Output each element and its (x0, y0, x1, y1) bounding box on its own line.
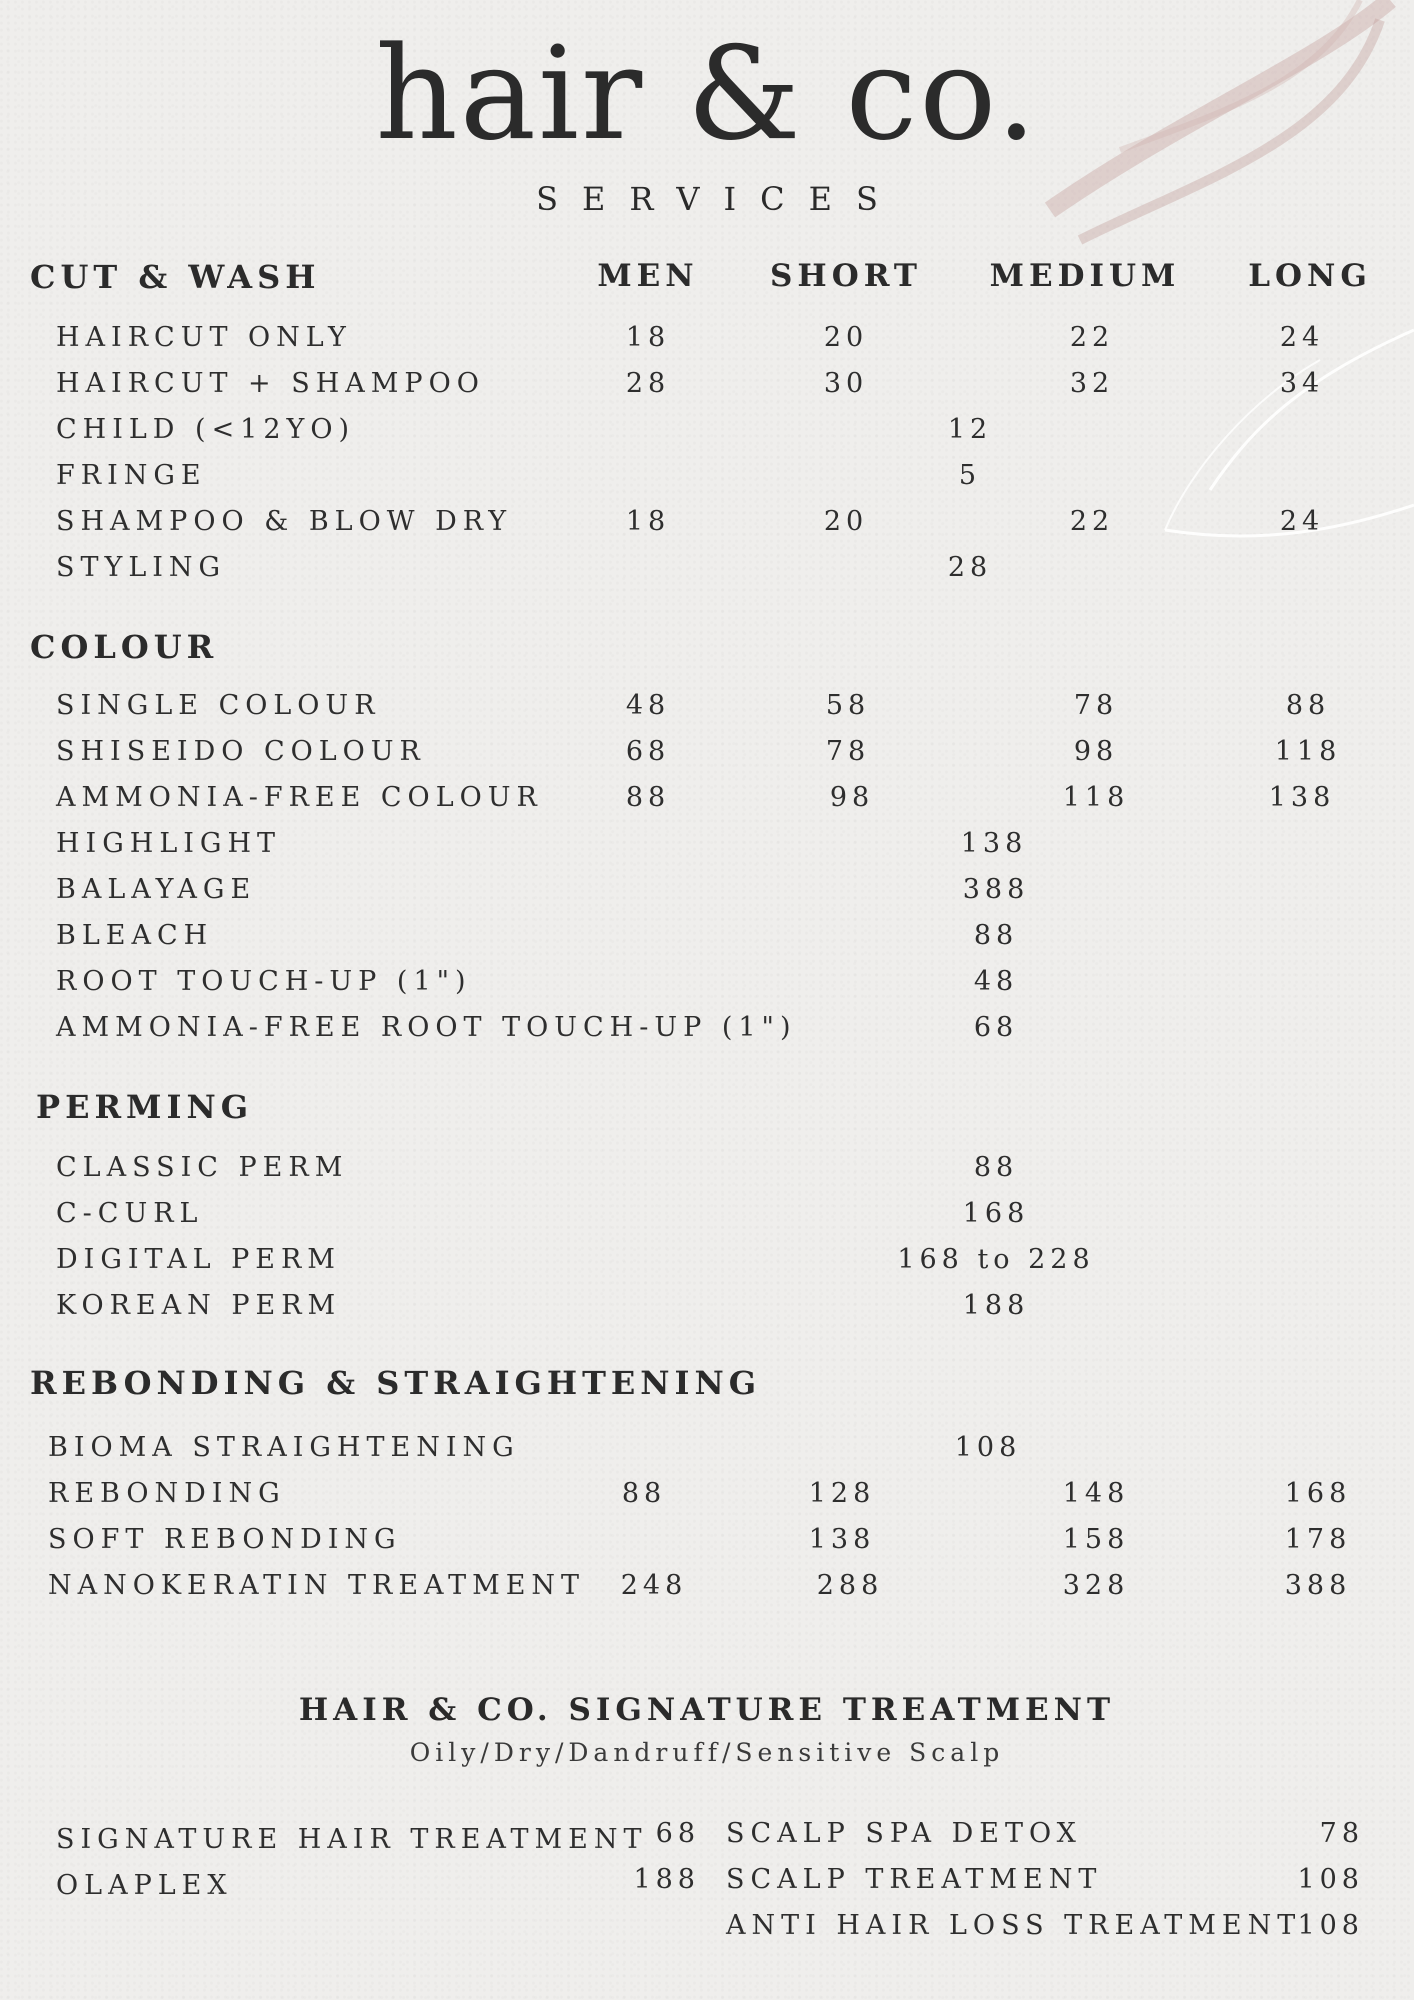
service-name: SOFT REBONDING (48, 1524, 402, 1555)
section-title-cut-wash: CUT & WASH (30, 258, 321, 296)
price-medium: 118 (1062, 782, 1130, 813)
service-name: DIGITAL PERM (56, 1244, 341, 1275)
price-long: 88 (1285, 690, 1331, 721)
price-long: 118 (1274, 736, 1342, 767)
price-men: 68 (625, 736, 671, 767)
signature-item-price: 68 (655, 1818, 700, 1849)
section-title-colour: COLOUR (30, 628, 219, 666)
price-short: 288 (816, 1570, 884, 1601)
service-name: C-CURL (56, 1198, 204, 1229)
price-men: 248 (620, 1570, 688, 1601)
price-men: 48 (625, 690, 671, 721)
service-name: CLASSIC PERM (56, 1152, 349, 1183)
price-short: 20 (823, 322, 869, 353)
signature-item-price: 108 (1297, 1864, 1364, 1895)
price-single: 188 (962, 1290, 1030, 1321)
price-single: 388 (962, 874, 1030, 905)
column-header-men: MEN (597, 258, 699, 294)
price-long: 138 (1268, 782, 1336, 813)
service-name: STYLING (56, 552, 227, 583)
signature-item-name: SCALP SPA DETOX (726, 1818, 1082, 1849)
service-name: SINGLE COLOUR (56, 690, 381, 721)
service-name: NANOKERATIN TREATMENT (48, 1570, 586, 1601)
section-title-rebonding: REBONDING & STRAIGHTENING (30, 1364, 762, 1402)
price-short: 30 (823, 368, 869, 399)
price-long: 178 (1284, 1524, 1352, 1555)
price-single: 168 to 228 (897, 1244, 1095, 1275)
signature-item-name: ANTI HAIR LOSS TREATMENT (726, 1910, 1302, 1941)
price-short: 128 (808, 1478, 876, 1509)
service-name: BALAYAGE (56, 874, 257, 905)
price-single: 68 (973, 1012, 1019, 1043)
price-medium: 22 (1069, 506, 1115, 537)
service-name: BIOMA STRAIGHTENING (48, 1432, 520, 1463)
price-medium: 32 (1069, 368, 1115, 399)
price-medium: 158 (1062, 1524, 1130, 1555)
price-single: 138 (960, 828, 1028, 859)
signature-item-name: OLAPLEX (56, 1870, 233, 1901)
price-medium: 22 (1069, 322, 1115, 353)
service-name: HAIRCUT ONLY (56, 322, 352, 353)
price-single: 88 (973, 920, 1019, 951)
price-long: 34 (1279, 368, 1325, 399)
service-name: ROOT TOUCH-UP (1") (56, 966, 472, 997)
price-long: 24 (1279, 506, 1325, 537)
service-name: HIGHLIGHT (56, 828, 282, 859)
column-header-medium: MEDIUM (989, 258, 1181, 294)
price-long: 388 (1284, 1570, 1352, 1601)
price-short: 138 (808, 1524, 876, 1555)
signature-item-price: 108 (1297, 1910, 1364, 1941)
price-single: 88 (973, 1152, 1019, 1183)
price-single: 108 (954, 1432, 1022, 1463)
service-name: SHISEIDO COLOUR (56, 736, 426, 767)
price-single: 12 (947, 414, 993, 445)
signature-item-price: 188 (633, 1864, 700, 1895)
price-medium: 328 (1062, 1570, 1130, 1601)
price-single: 5 (958, 460, 982, 491)
price-men: 18 (625, 322, 671, 353)
service-name: SHAMPOO & BLOW DRY (56, 506, 513, 537)
price-medium: 148 (1062, 1478, 1130, 1509)
service-name: CHILD (<12YO) (56, 414, 356, 445)
signature-item-name: SIGNATURE HAIR TREATMENT (56, 1824, 648, 1855)
price-single: 168 (962, 1198, 1030, 1229)
price-single: 48 (973, 966, 1019, 997)
signature-item-name: SCALP TREATMENT (726, 1864, 1103, 1895)
price-single: 28 (947, 552, 993, 583)
brand-title: hair & co. (375, 20, 1039, 169)
service-name: HAIRCUT + SHAMPOO (56, 368, 485, 399)
price-short: 78 (825, 736, 871, 767)
price-long: 168 (1284, 1478, 1352, 1509)
price-medium: 98 (1073, 736, 1119, 767)
price-men: 18 (625, 506, 671, 537)
service-name: KOREAN PERM (56, 1290, 342, 1321)
price-men: 88 (625, 782, 671, 813)
price-short: 58 (825, 690, 871, 721)
column-header-short: SHORT (770, 258, 922, 294)
service-name: BLEACH (56, 920, 214, 951)
price-men: 88 (621, 1478, 667, 1509)
service-name: REBONDING (48, 1478, 286, 1509)
price-short: 20 (823, 506, 869, 537)
service-name: AMMONIA-FREE ROOT TOUCH-UP (1") (56, 1012, 797, 1043)
price-short: 98 (829, 782, 875, 813)
section-title-perming: PERMING (36, 1088, 254, 1126)
column-header-long: LONG (1248, 258, 1372, 294)
service-name: FRINGE (56, 460, 207, 491)
services-subtitle: SERVICES (536, 180, 902, 218)
signature-subtitle: Oily/Dry/Dandruff/Sensitive Scalp (409, 1738, 1005, 1767)
service-name: AMMONIA-FREE COLOUR (56, 782, 543, 813)
price-long: 24 (1279, 322, 1325, 353)
signature-title: HAIR & CO. SIGNATURE TREATMENT (298, 1692, 1116, 1728)
signature-item-price: 78 (1319, 1818, 1364, 1849)
price-men: 28 (625, 368, 671, 399)
price-medium: 78 (1073, 690, 1119, 721)
